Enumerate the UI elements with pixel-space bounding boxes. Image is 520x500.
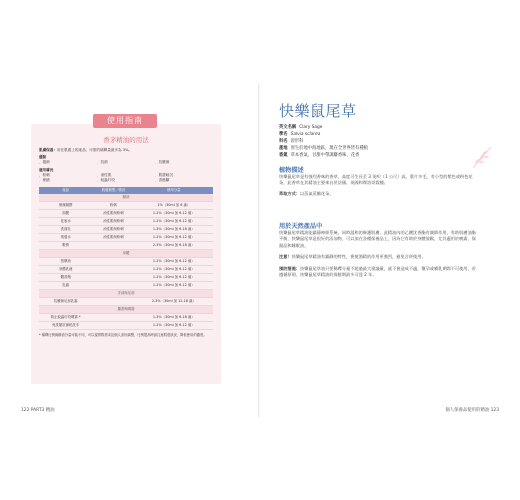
table-cell: 1%（30ml 加 6 滴） [135,202,213,210]
table-row [39,202,213,210]
meta-row [279,124,479,131]
table-cell: 洗面乳 [39,225,92,233]
left-page-footer: 122 PART3 精油 [21,408,55,413]
method-item: ．抗黴菌 [155,160,170,165]
extract-line [279,191,479,197]
usage-table-body [39,194,213,329]
extract-text: 以蒸氣蒸餾花朵。 [299,190,334,196]
natural-products-section [279,221,479,278]
table-cell: 爽膚水 [39,233,92,241]
table-group-label: 身體 [39,249,213,257]
table-cell: 敷膏 [39,241,92,249]
card-title: 香茅精油的用法 [103,136,149,144]
table-row [39,281,213,289]
usage-guide-card [31,116,221,384]
note-label: 注意！ [279,254,292,260]
right-page-footer: 個人保養品使用的精油 123 [445,408,499,413]
table-cell: 按摩油 [39,257,92,265]
table-cell: 防止蚊蟲叮咬噴霧 * [39,313,92,321]
plant-heading: 植物描述 [279,167,304,174]
table-cell: 1-2%（30ml 加 6-12 滴） [135,265,213,273]
table-cell: 1-2%（30ml 加 6-12 滴） [135,233,213,241]
table-cell [92,281,134,289]
table-cell: 油性肌與粉刺 [92,217,134,225]
table-row [39,241,213,249]
meta-row [279,138,479,145]
table-group-row [39,289,213,297]
table-cell: 1-2%（30ml 加 6-12 滴） [135,321,213,329]
usage-guide-banner: 使用指南 [93,114,157,128]
table-row [39,297,213,305]
left-page [19,84,260,417]
table-cell: 1-3%（30ml 加 6-18 滴） [135,313,213,321]
table-row [39,233,213,241]
meta-key: 香氣 [279,153,288,158]
table-row [39,225,213,233]
warning-label: 預防措施： [279,265,300,271]
col-header-amount: 使用分量 [135,187,213,194]
plant-meta [279,124,479,159]
skin-item: ．肌膚暗沉 [155,172,173,177]
meta-key: 英文名稱 [279,125,297,130]
skin-row [39,178,213,183]
table-cell: 免洗類抗菌乾洗手 [39,321,92,329]
method-item: ．抗菌 [97,160,108,165]
page-title: 快樂鼠尾草 [279,102,357,120]
table-cell: 油性肌與粉刺 [92,233,134,241]
table-group-label: 臉部 [39,194,213,201]
plant-text: 快樂鼠尾草是有強烈香味的香草，高度可生長至 3 英呎（1 公尺）高，葉片多毛，有小型的紫色或粉色花朵，此香草在其精油主要來自於法國、英國和摩洛哥栽種。 [279,174,473,186]
natural-text: 快樂鼠尾草精油能鎮靜神經系統，同時溫和的修護肌膚，此精油內的乙酸沈香酯有調節作用，有助肌膚油脂平衡，快樂鼠尾草是很好的添加物，可以加在各種保養品上，因為它有助於身體放鬆，尤其適用於晚霜、保濕品和睡眠油。 [279,230,476,248]
table-cell: 1-3%（30ml 加 6-18 滴） [135,225,213,233]
card-body [39,148,213,337]
table-cell: 油性肌與粉刺 [92,225,134,233]
dilution-text: 用在肌膚上的產品，可塗的稀釋量最多為 3%。 [56,148,133,152]
table-row [39,209,213,217]
meta-value: 唇形科 [290,139,304,144]
table-cell [92,297,134,305]
table-cell: 2-3%（30ml 加 12-18 滴） [135,297,213,305]
table-cell: 1-2%（30ml 加 6-12 滴） [135,217,213,225]
table-group-label: 手部與足部 [39,289,213,297]
method-item: ．殺菌 [39,160,50,165]
table-row [39,217,213,225]
meta-value: 原生於地中海地區，現在全世界皆有種植 [290,146,368,151]
table-cell: 身體乳液 [39,265,92,273]
table-group-row [39,249,213,257]
table-cell [92,313,134,321]
meta-value: Salvia sclarea [290,132,321,137]
meta-row [279,152,479,159]
warning-text: 快樂鼠尾草油只要稀釋分量不超過最大建議量，就不會造成不適，懷孕或哺乳期間不可使用，若遵循原則，快樂鼠尾草精油的保鮮期最多可達 2 年。 [279,265,476,278]
methods-heading: 優點 [39,155,47,160]
table-cell: 抗黴菌足部乳霜 [39,297,92,305]
meta-row [279,145,479,152]
table-row [39,273,213,281]
table-header-row [39,187,213,194]
right-page [260,84,501,417]
skin-item: ．香港腳 [155,178,170,183]
extract-label: 萃取方式： [279,190,300,196]
methods-row [39,160,213,165]
meta-key: 科名 [279,139,288,144]
table-cell: 化妝水 [39,217,92,225]
skin-item: ．蚊蟲叮咬 [97,178,115,183]
natural-heading: 用於天然產品中 [279,223,323,230]
table-cell [92,321,134,329]
skin-item: ．粉刺 [39,172,50,177]
table-cell: 1-2%（30ml 加 6-12 滴） [135,281,213,289]
skin-heading: 適用膚況 [39,167,54,172]
dilution-line [39,148,213,153]
meta-value: Clary Sage [299,125,323,130]
skin-item: ．油性肌 [97,172,112,177]
table-cell [92,241,134,249]
table-cell: 面膜 [39,209,92,217]
col-header-skin: 肌膚類型／情況 [92,187,134,194]
meta-key: 學名 [279,132,288,137]
table-cell [92,257,134,265]
table-cell [92,265,134,273]
note-line [279,254,479,260]
col-header-product: 產品 [39,187,92,194]
meta-key: 產地 [279,146,288,151]
skin-item: ．痤瘡 [39,178,50,183]
table-cell: 乳霜 [39,281,92,289]
table-row [39,257,213,265]
warning-line [279,266,479,279]
note-text: 快樂鼠尾草精油有鎮靜的特性，會使酒精的作用更強烈，避免合併使用。 [291,254,426,260]
table-cell [92,273,134,281]
table-group-row [39,305,213,313]
table-cell: 1-2%（30ml 加 6-12 滴） [135,209,213,217]
table-cell: 粉刺 [92,202,134,210]
meta-row [279,131,479,138]
table-cell: 保濕凝膠 [39,202,92,210]
usage-table [39,187,213,330]
table-cell: 1-2%（30ml 加 6-12 滴） [135,257,213,265]
table-cell: 體香劑 [39,273,92,281]
table-cell: 油性肌與粉刺 [92,209,134,217]
table-row [39,321,213,329]
meta-value: 草本香氣，甘甜中帶調麝香味、花香 [290,153,360,158]
dilution-label: 肌膚保養： [39,148,57,152]
table-cell: 1-2%（30ml 加 6-12 滴） [135,273,213,281]
table-group-label: 擴香與噴霧 [39,305,213,313]
plant-description-section [279,165,479,197]
table-row [39,265,213,273]
table-cell: 2-3%（30ml 加 6-18 滴） [135,241,213,249]
table-notes: * 稀釋比例與精油分量可能不同，可以視實際需求及個人喜好調整，比例提高時請注意肌膚狀況，降低使用的濃度。 [39,332,207,337]
table-group-row [39,194,213,201]
table-row [39,313,213,321]
